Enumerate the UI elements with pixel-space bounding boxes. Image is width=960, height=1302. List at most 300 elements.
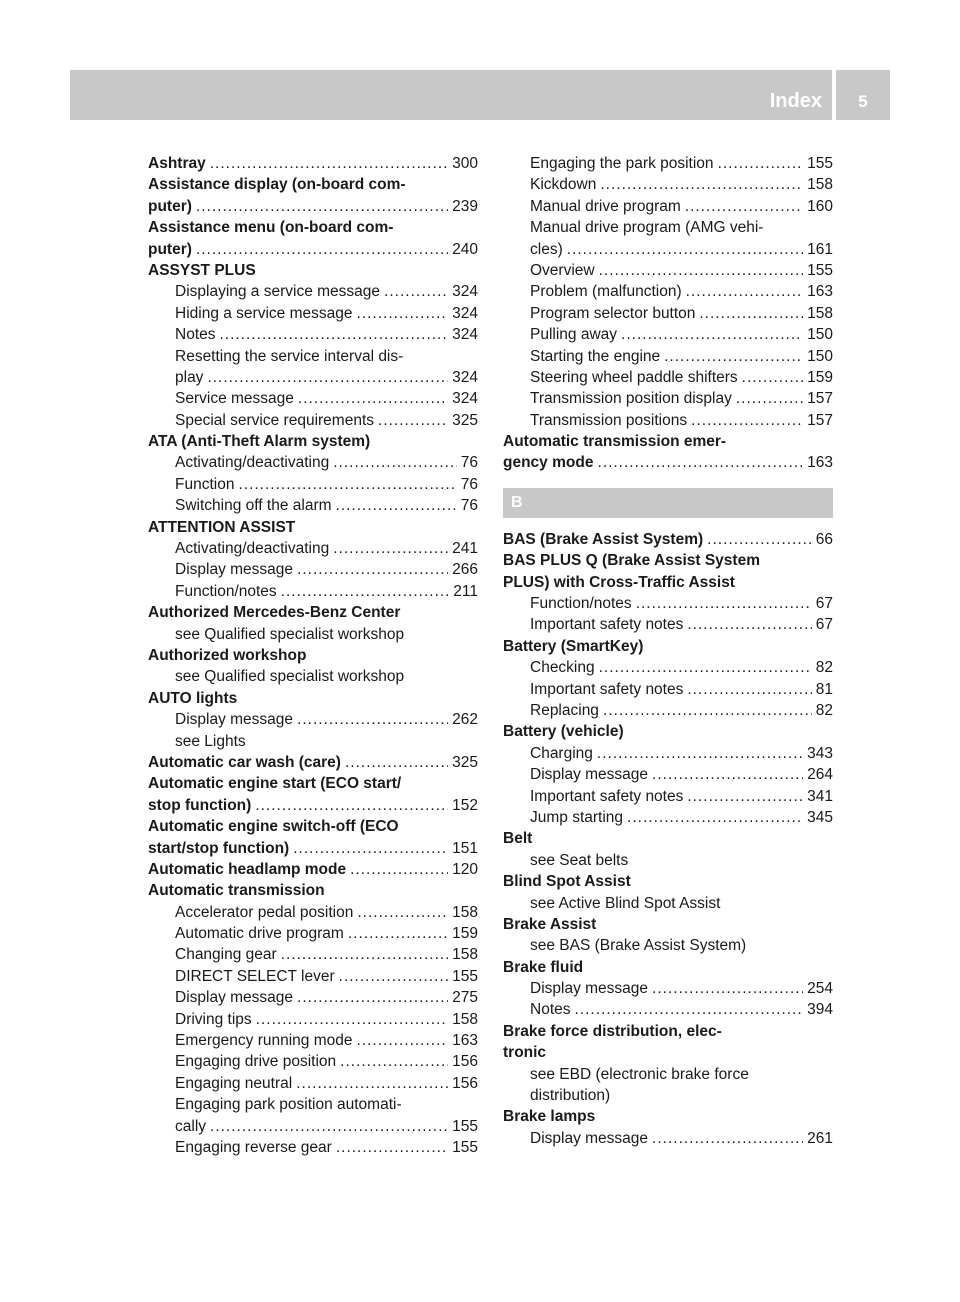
dot-leader bbox=[384, 281, 448, 302]
index-entry-heading[interactable] bbox=[148, 795, 478, 816]
entry-page-number[interactable]: 262 bbox=[452, 711, 478, 729]
entry-page-number[interactable]: 157 bbox=[807, 390, 833, 408]
entry-page-number[interactable]: 76 bbox=[460, 454, 478, 472]
index-entry-heading bbox=[148, 517, 478, 538]
entry-text: Display message bbox=[530, 766, 649, 784]
entry-page-number[interactable]: 155 bbox=[807, 155, 833, 172]
index-group-b bbox=[503, 529, 833, 1149]
entry-text: Automatic engine switch-off (ECO bbox=[148, 818, 399, 836]
entry-page-number[interactable]: 211 bbox=[453, 582, 478, 600]
entry-page-number[interactable]: 160 bbox=[807, 197, 833, 215]
entry-page-number[interactable]: 163 bbox=[807, 454, 833, 472]
entry-text: Function/notes bbox=[530, 595, 632, 613]
entry-page-number[interactable]: 155 bbox=[807, 261, 833, 279]
dot-leader bbox=[597, 452, 803, 473]
entry-page-number[interactable]: 300 bbox=[452, 155, 478, 172]
dot-leader bbox=[348, 923, 448, 944]
index-entry[interactable] bbox=[503, 743, 833, 764]
dot-leader bbox=[685, 196, 803, 217]
entry-text: Emergency running mode bbox=[175, 1032, 353, 1050]
entry-page-number[interactable]: 324 bbox=[452, 326, 478, 344]
dot-leader bbox=[293, 838, 448, 859]
entry-text: Automatic engine start (ECO start/ bbox=[148, 775, 402, 793]
dot-leader bbox=[357, 902, 448, 923]
entry-text: Notes bbox=[175, 326, 216, 344]
index-entry[interactable] bbox=[148, 281, 478, 302]
index-entry bbox=[503, 893, 833, 914]
entry-page-number[interactable]: 120 bbox=[452, 860, 478, 878]
dot-leader bbox=[255, 795, 448, 816]
index-entry-heading[interactable] bbox=[148, 196, 478, 217]
entry-text: ATA (Anti-Theft Alarm system) bbox=[148, 433, 371, 451]
entry-text: Activating/deactivating bbox=[175, 454, 330, 472]
entry-text: PLUS) with Cross-Traffic Assist bbox=[503, 573, 735, 591]
index-entry[interactable] bbox=[148, 474, 478, 495]
entry-page-number[interactable]: 158 bbox=[452, 1010, 478, 1028]
entry-text: Engaging the park position bbox=[530, 155, 714, 172]
entry-text: Accelerator pedal position bbox=[175, 903, 354, 921]
page-title: Index bbox=[769, 90, 822, 112]
dot-leader bbox=[652, 764, 803, 785]
entry-text: ATTENTION ASSIST bbox=[148, 518, 296, 536]
index-entry-heading[interactable] bbox=[503, 452, 833, 473]
index-entry bbox=[503, 1085, 833, 1106]
index-entry[interactable] bbox=[148, 324, 478, 345]
index-entry-heading bbox=[148, 260, 478, 281]
index-entry[interactable] bbox=[503, 679, 833, 700]
entry-text: Resetting the service interval dis- bbox=[175, 347, 404, 365]
entry-text: Engaging neutral bbox=[175, 1074, 293, 1092]
index-entry[interactable] bbox=[503, 367, 833, 388]
dot-leader bbox=[707, 529, 812, 550]
entry-text: Function/notes bbox=[175, 582, 277, 600]
dot-leader bbox=[736, 388, 803, 409]
entry-text: BAS PLUS Q (Brake Assist System bbox=[503, 552, 760, 570]
dot-leader bbox=[597, 743, 803, 764]
entry-text: see Lights bbox=[175, 732, 246, 750]
index-entry[interactable] bbox=[503, 999, 833, 1020]
entry-text: Automatic drive program bbox=[175, 925, 344, 943]
index-entry[interactable] bbox=[503, 786, 833, 807]
entry-page-number[interactable]: 151 bbox=[452, 839, 478, 857]
entry-text: Brake fluid bbox=[503, 958, 584, 976]
index-entry[interactable] bbox=[148, 902, 478, 923]
index-entry-heading[interactable] bbox=[148, 752, 478, 773]
dot-leader bbox=[636, 593, 812, 614]
dot-leader bbox=[210, 1116, 448, 1137]
entry-text: Automatic transmission bbox=[148, 882, 325, 900]
entry-page-number[interactable]: 343 bbox=[807, 744, 833, 762]
entry-text: Display message bbox=[175, 989, 294, 1007]
index-entry[interactable] bbox=[148, 1116, 478, 1137]
index-entry-heading[interactable] bbox=[148, 859, 478, 880]
entry-page-number[interactable]: 152 bbox=[452, 796, 478, 814]
dot-leader bbox=[220, 324, 449, 345]
entry-text: Kickdown bbox=[530, 176, 597, 194]
entry-page-number[interactable]: 150 bbox=[807, 326, 833, 344]
entry-text: see BAS (Brake Assist System) bbox=[530, 937, 747, 955]
index-entry-heading[interactable] bbox=[148, 153, 478, 174]
dot-leader bbox=[340, 1051, 448, 1072]
entry-text: Authorized workshop bbox=[148, 646, 307, 664]
index-entry-heading bbox=[148, 645, 478, 666]
dot-leader bbox=[664, 346, 803, 367]
index-entry[interactable] bbox=[503, 593, 833, 614]
entry-page-number[interactable]: 264 bbox=[807, 766, 833, 784]
index-entry-heading bbox=[503, 431, 833, 452]
entry-page-number[interactable]: 81 bbox=[815, 680, 833, 698]
dot-leader bbox=[718, 153, 804, 174]
dot-leader bbox=[210, 153, 448, 174]
entry-text: DIRECT SELECT lever bbox=[175, 967, 335, 985]
dot-leader bbox=[196, 239, 448, 260]
entry-text: Manual drive program bbox=[530, 197, 681, 215]
entry-page-number[interactable]: 275 bbox=[452, 989, 478, 1007]
index-entry-heading bbox=[148, 880, 478, 901]
dot-leader bbox=[691, 410, 803, 431]
dot-leader bbox=[281, 944, 448, 965]
entry-text: Driving tips bbox=[175, 1010, 252, 1028]
entry-text: Engaging drive position bbox=[175, 1053, 337, 1071]
dot-leader bbox=[345, 752, 448, 773]
entry-page-number[interactable]: 254 bbox=[807, 980, 833, 998]
index-entry bbox=[503, 1064, 833, 1085]
dot-leader bbox=[687, 786, 803, 807]
entry-page-number[interactable]: 155 bbox=[452, 1138, 478, 1156]
entry-text: Problem (malfunction) bbox=[530, 283, 682, 301]
entry-text: Activating/deactivating bbox=[175, 540, 330, 558]
index-entry[interactable] bbox=[148, 1030, 478, 1051]
index-entry-heading bbox=[503, 1106, 833, 1127]
entry-text: Authorized Mercedes-Benz Center bbox=[148, 604, 401, 622]
entry-text: Ashtray bbox=[148, 155, 206, 172]
index-entry-heading bbox=[503, 550, 833, 571]
dot-leader bbox=[575, 999, 804, 1020]
index-entry[interactable] bbox=[503, 764, 833, 785]
entry-page-number[interactable]: 241 bbox=[452, 540, 478, 558]
entry-page-number[interactable]: 159 bbox=[807, 368, 833, 386]
entry-text: Battery (vehicle) bbox=[503, 723, 624, 741]
index-entry[interactable] bbox=[503, 410, 833, 431]
entry-text: Function bbox=[175, 475, 235, 493]
entry-text: Displaying a service message bbox=[175, 283, 381, 301]
section-letter-b: B bbox=[503, 488, 833, 518]
entry-page-number[interactable]: 82 bbox=[815, 701, 833, 719]
index-entry[interactable] bbox=[148, 987, 478, 1008]
entry-text: puter) bbox=[148, 197, 192, 215]
entry-text: Replacing bbox=[530, 701, 599, 719]
entry-text: Special service requirements bbox=[175, 411, 375, 429]
dot-leader bbox=[207, 367, 448, 388]
index-entry-heading[interactable] bbox=[148, 838, 478, 859]
index-entry[interactable] bbox=[148, 559, 478, 580]
index-column-right bbox=[503, 153, 833, 1149]
entry-text: Changing gear bbox=[175, 946, 277, 964]
index-entry[interactable] bbox=[148, 1137, 478, 1158]
dot-leader bbox=[256, 1009, 448, 1030]
index-entry-heading bbox=[503, 636, 833, 657]
entry-text: Checking bbox=[530, 659, 595, 677]
index-entry[interactable] bbox=[503, 303, 833, 324]
index-entry bbox=[148, 346, 478, 367]
dot-leader bbox=[652, 978, 803, 999]
dot-leader bbox=[687, 614, 811, 635]
index-entry bbox=[503, 217, 833, 238]
entry-text: Hiding a service message bbox=[175, 304, 353, 322]
dot-leader bbox=[297, 709, 448, 730]
index-entry[interactable] bbox=[148, 388, 478, 409]
index-group-automatic-transmission-cont bbox=[503, 153, 833, 474]
dot-leader bbox=[686, 281, 804, 302]
entry-page-number[interactable]: 159 bbox=[452, 925, 478, 943]
index-entry-heading[interactable] bbox=[503, 529, 833, 550]
index-entry[interactable] bbox=[148, 410, 478, 431]
dot-leader bbox=[336, 495, 457, 516]
index-entry-heading bbox=[503, 828, 833, 849]
entry-page-number[interactable]: 163 bbox=[452, 1032, 478, 1050]
entry-text: Switching off the alarm bbox=[175, 497, 332, 515]
entry-page-number[interactable]: 66 bbox=[815, 530, 833, 548]
entry-text: see Seat belts bbox=[530, 851, 629, 869]
entry-page-number[interactable]: 341 bbox=[807, 787, 833, 805]
entry-text: Jump starting bbox=[530, 808, 624, 826]
entry-page-number[interactable]: 240 bbox=[452, 240, 478, 258]
index-entry[interactable] bbox=[503, 614, 833, 635]
index-entry-heading bbox=[503, 914, 833, 935]
index-entry-heading bbox=[148, 773, 478, 794]
entry-page-number[interactable]: 158 bbox=[807, 304, 833, 322]
entry-page-number[interactable]: 345 bbox=[807, 808, 833, 826]
header-bar bbox=[70, 70, 832, 120]
dot-leader bbox=[742, 367, 803, 388]
entry-page-number[interactable]: 150 bbox=[807, 347, 833, 365]
entry-text: Display message bbox=[175, 561, 294, 579]
index-entry[interactable] bbox=[148, 966, 478, 987]
entry-text: see Qualified specialist workshop bbox=[175, 625, 405, 643]
entry-page-number[interactable]: 155 bbox=[452, 1117, 478, 1135]
dot-leader bbox=[238, 474, 456, 495]
index-entry[interactable] bbox=[503, 196, 833, 217]
index-entry[interactable] bbox=[148, 367, 478, 388]
entry-text: Display message bbox=[530, 980, 649, 998]
index-entry-heading[interactable] bbox=[148, 239, 478, 260]
entry-page-number[interactable]: 324 bbox=[452, 304, 478, 322]
entry-page-number[interactable]: 324 bbox=[452, 368, 478, 386]
entry-text: Assistance display (on-board com- bbox=[148, 176, 406, 194]
dot-leader bbox=[297, 559, 448, 580]
entry-page-number[interactable]: 157 bbox=[807, 411, 833, 429]
dot-leader bbox=[652, 1128, 803, 1149]
index-entry[interactable] bbox=[148, 581, 478, 602]
entry-text: Important safety notes bbox=[530, 680, 684, 698]
entry-page-number[interactable]: 239 bbox=[452, 197, 478, 215]
index-entry bbox=[148, 1094, 478, 1115]
entry-text: AUTO lights bbox=[148, 689, 238, 707]
entry-text: Transmission positions bbox=[530, 411, 688, 429]
index-entry bbox=[503, 850, 833, 871]
entry-text: see Active Blind Spot Assist bbox=[530, 894, 721, 912]
entry-text: Engaging reverse gear bbox=[175, 1138, 332, 1156]
index-entry[interactable] bbox=[503, 657, 833, 678]
dot-leader bbox=[567, 239, 803, 260]
entry-text: Important safety notes bbox=[530, 787, 684, 805]
entry-text: Program selector button bbox=[530, 304, 696, 322]
index-entry[interactable] bbox=[503, 324, 833, 345]
entry-text: Automatic headlamp mode bbox=[148, 860, 347, 878]
index-entry[interactable] bbox=[503, 807, 833, 828]
dot-leader bbox=[356, 303, 448, 324]
entry-page-number[interactable]: 158 bbox=[452, 946, 478, 964]
entry-text: BAS (Brake Assist System) bbox=[503, 530, 704, 548]
index-entry-heading bbox=[148, 688, 478, 709]
entry-text: Steering wheel paddle shifters bbox=[530, 368, 738, 386]
index-entry bbox=[148, 666, 478, 687]
entry-text: Belt bbox=[503, 830, 533, 848]
entry-page-number[interactable]: 156 bbox=[452, 1053, 478, 1071]
index-column-left bbox=[148, 153, 478, 1158]
index-entry-heading bbox=[503, 871, 833, 892]
dot-leader bbox=[333, 452, 457, 473]
dot-leader bbox=[350, 859, 448, 880]
entry-text: Notes bbox=[530, 1001, 571, 1019]
dot-leader bbox=[297, 987, 448, 1008]
entry-page-number[interactable]: 67 bbox=[815, 595, 833, 613]
entry-text: cles) bbox=[530, 240, 563, 258]
dot-leader bbox=[298, 388, 448, 409]
index-entry bbox=[148, 624, 478, 645]
entry-text: Transmission position display bbox=[530, 390, 732, 408]
entry-text: gency mode bbox=[503, 454, 594, 472]
entry-text: distribution) bbox=[530, 1087, 611, 1105]
index-entry[interactable] bbox=[148, 709, 478, 730]
entry-page-number[interactable]: 394 bbox=[807, 1001, 833, 1019]
index-entry[interactable] bbox=[503, 174, 833, 195]
dot-leader bbox=[281, 581, 450, 602]
entry-text: Blind Spot Assist bbox=[503, 873, 631, 891]
entry-text: play bbox=[175, 368, 204, 386]
index-entry[interactable] bbox=[503, 281, 833, 302]
dot-leader bbox=[339, 966, 448, 987]
index-entry[interactable] bbox=[503, 260, 833, 281]
index-entry[interactable] bbox=[503, 346, 833, 367]
entry-text: Overview bbox=[530, 261, 595, 279]
index-entry-heading bbox=[503, 957, 833, 978]
entry-text: see EBD (electronic brake force bbox=[530, 1065, 749, 1083]
dot-leader bbox=[603, 700, 812, 721]
index-entry[interactable] bbox=[503, 1128, 833, 1149]
index-entry-heading bbox=[503, 572, 833, 593]
entry-text: Automatic car wash (care) bbox=[148, 753, 341, 771]
index-entry[interactable] bbox=[148, 944, 478, 965]
index-entry bbox=[148, 731, 478, 752]
dot-leader bbox=[599, 260, 804, 281]
entry-text: Display message bbox=[530, 1129, 649, 1147]
entry-page-number[interactable]: 161 bbox=[807, 240, 833, 258]
entry-text: Assistance menu (on-board com- bbox=[148, 219, 394, 237]
index-entry[interactable] bbox=[148, 452, 478, 473]
index-entry[interactable] bbox=[148, 538, 478, 559]
entry-page-number[interactable]: 261 bbox=[807, 1129, 833, 1147]
entry-page-number[interactable]: 156 bbox=[452, 1074, 478, 1092]
entry-text: Brake force distribution, elec- bbox=[503, 1022, 722, 1040]
dot-leader bbox=[687, 679, 811, 700]
entry-page-number[interactable]: 67 bbox=[815, 616, 833, 634]
entry-text: Pulling away bbox=[530, 326, 618, 344]
entry-text: stop function) bbox=[148, 796, 252, 814]
entry-text: cally bbox=[175, 1117, 207, 1135]
dot-leader bbox=[296, 1073, 448, 1094]
dot-leader bbox=[378, 410, 448, 431]
dot-leader bbox=[600, 174, 803, 195]
entry-page-number[interactable]: 324 bbox=[452, 390, 478, 408]
index-entry[interactable] bbox=[503, 239, 833, 260]
index-entry[interactable] bbox=[503, 978, 833, 999]
dot-leader bbox=[357, 1030, 449, 1051]
index-entry[interactable] bbox=[148, 923, 478, 944]
entry-text: Engaging park position automati- bbox=[175, 1096, 402, 1114]
dot-leader bbox=[627, 807, 803, 828]
entry-text: Battery (SmartKey) bbox=[503, 637, 644, 655]
entry-text: Manual drive program (AMG vehi- bbox=[530, 219, 764, 237]
dot-leader bbox=[599, 657, 812, 678]
entry-text: Important safety notes bbox=[530, 616, 684, 634]
entry-text: ASSYST PLUS bbox=[148, 261, 256, 279]
index-entry[interactable] bbox=[148, 1009, 478, 1030]
entry-page-number[interactable]: 324 bbox=[452, 283, 478, 301]
index-entry-heading bbox=[148, 217, 478, 238]
entry-page-number[interactable]: 155 bbox=[452, 967, 478, 985]
entry-page-number[interactable]: 163 bbox=[807, 283, 833, 301]
entry-text: tronic bbox=[503, 1044, 547, 1062]
entry-page-number[interactable]: 82 bbox=[815, 659, 833, 677]
index-entry[interactable] bbox=[148, 1051, 478, 1072]
entry-page-number[interactable]: 266 bbox=[452, 561, 478, 579]
entry-page-number[interactable]: 76 bbox=[460, 497, 478, 515]
entry-text: Display message bbox=[175, 711, 294, 729]
index-entry[interactable] bbox=[148, 1073, 478, 1094]
index-entry[interactable] bbox=[503, 153, 833, 174]
index-entry bbox=[503, 935, 833, 956]
index-entry[interactable] bbox=[503, 700, 833, 721]
index-entry-heading bbox=[148, 816, 478, 837]
index-entry-heading bbox=[503, 1021, 833, 1042]
index-entry[interactable] bbox=[148, 495, 478, 516]
index-entry-heading bbox=[503, 1042, 833, 1063]
entry-text: Automatic transmission emer- bbox=[503, 433, 727, 451]
index-entry[interactable] bbox=[503, 388, 833, 409]
entry-page-number[interactable]: 325 bbox=[452, 753, 478, 771]
entry-text: Service message bbox=[175, 390, 294, 408]
index-entry-heading bbox=[148, 602, 478, 623]
entry-text: puter) bbox=[148, 240, 192, 258]
page-number: 5 bbox=[836, 70, 890, 120]
entry-text: Starting the engine bbox=[530, 347, 661, 365]
index-entry[interactable] bbox=[148, 303, 478, 324]
entry-text: Brake lamps bbox=[503, 1108, 596, 1126]
entry-page-number[interactable]: 158 bbox=[452, 903, 478, 921]
dot-leader bbox=[333, 538, 448, 559]
dot-leader bbox=[621, 324, 803, 345]
index-entry-heading bbox=[148, 174, 478, 195]
dot-leader bbox=[699, 303, 803, 324]
entry-page-number[interactable]: 158 bbox=[807, 176, 833, 194]
entry-page-number[interactable]: 76 bbox=[460, 475, 478, 493]
dot-leader bbox=[336, 1137, 448, 1158]
entry-text: start/stop function) bbox=[148, 839, 290, 857]
entry-text: Brake Assist bbox=[503, 915, 597, 933]
entry-text: Charging bbox=[530, 744, 593, 762]
entry-page-number[interactable]: 325 bbox=[452, 411, 478, 429]
